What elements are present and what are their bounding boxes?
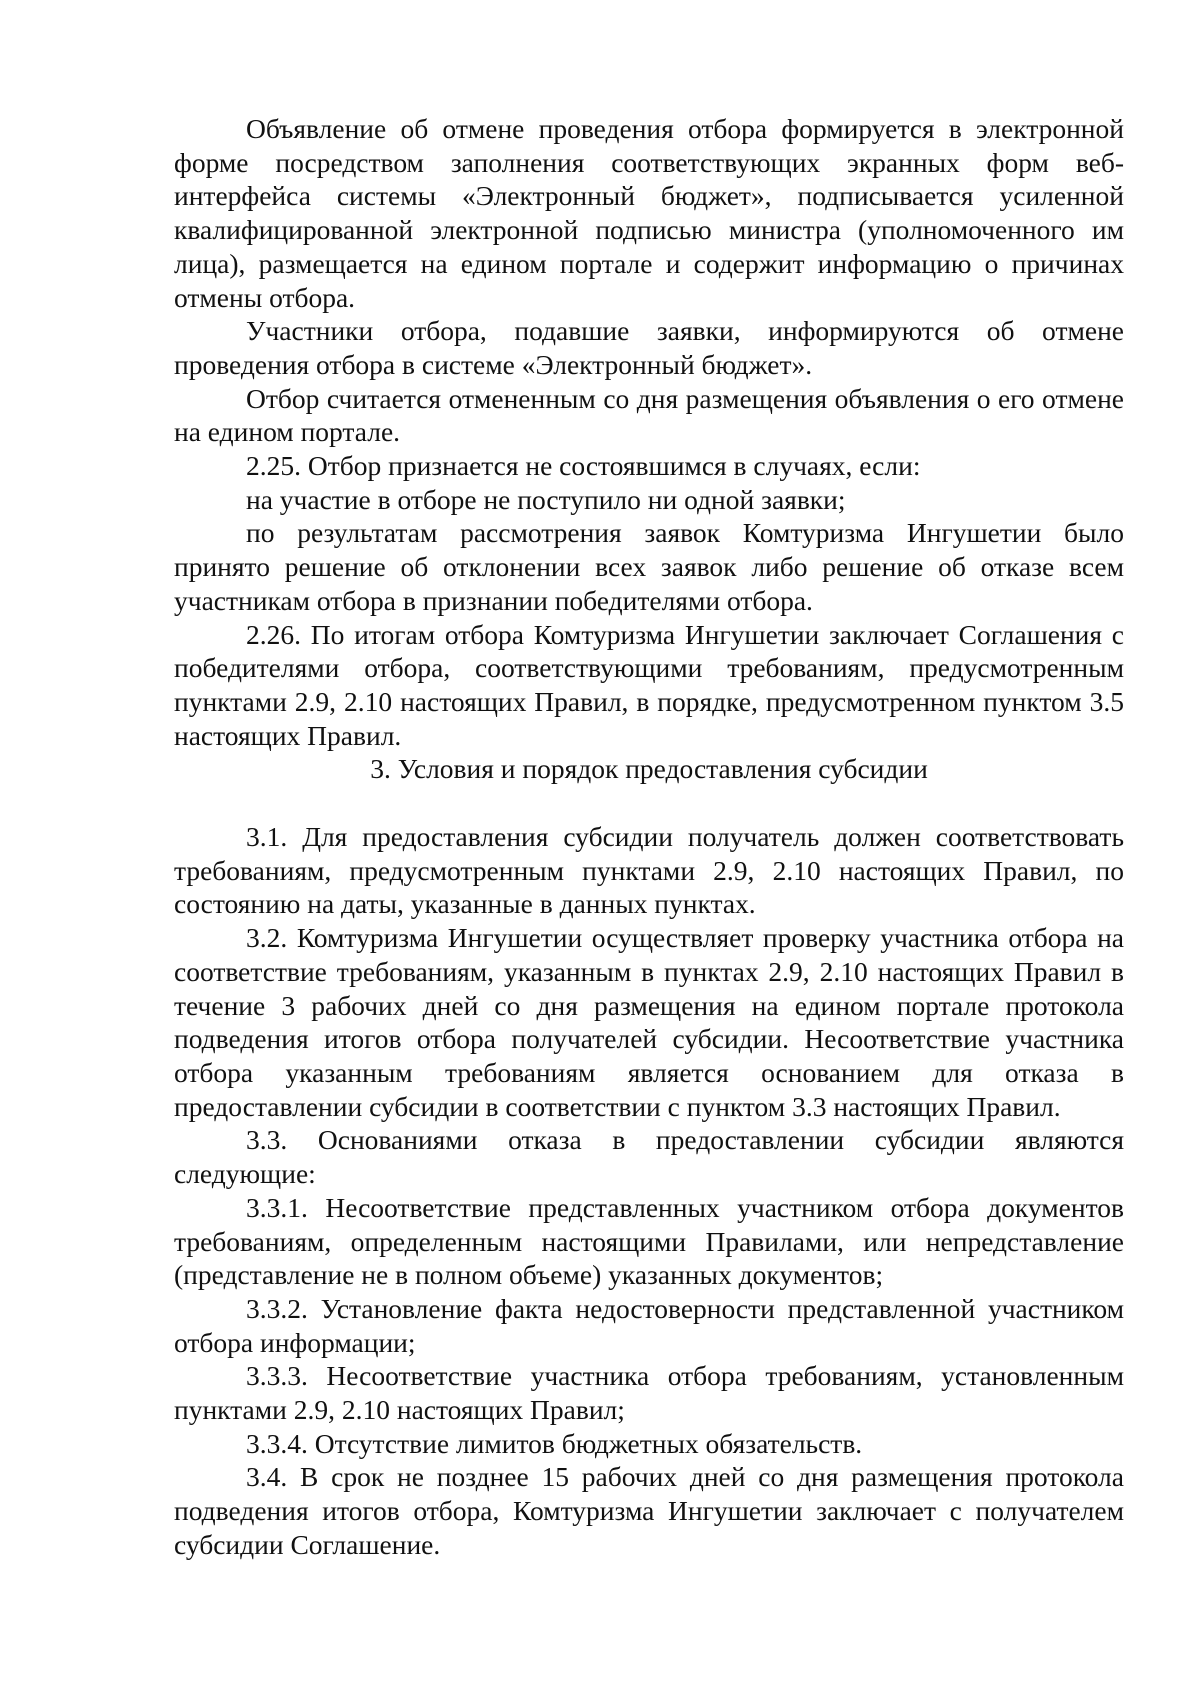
paragraph-3-2: 3.2. Комтуризма Ингушетии осуществляет проверку участника отбора на соответствие требованиям, указанным в пунктах 2.9, 2.10 настоящих Правил в течение 3 рабочих дней со дня размещения на едином портале протокола подведения итогов отбора получателей субсидии. Несоответствие участника отбора указанным требованиям является основанием для отказа в предоставлении субсидии в соответствии с пунктом 3.3 настоящих Правил. bbox=[174, 922, 1124, 1122]
paragraph-participants-informed: Участники отбора, подавшие заявки, информируются об отмене проведения отбора в системе «Электронный бюджет». bbox=[174, 315, 1124, 380]
document-page bbox=[174, 112, 1124, 1562]
paragraph-3-3-2: 3.3.2. Установление факта недостоверности представленной участником отбора информации; bbox=[174, 1292, 1124, 1358]
paragraph-3-3: 3.3. Основаниями отказа в предоставлении субсидии являются следующие: bbox=[174, 1124, 1124, 1190]
paragraph-cancellation-announcement: Объявление об отмене проведения отбора формируется в электронной форме посредством заполнения соответствующих экранных форм веб-интерфейса системы «Электронный бюджет», подписывается усиленной квалифицированной электронной подписью министра (уполномоченного им лица), размещается на едином портале и содержит информацию о причинах отмены отбора. bbox=[174, 113, 1124, 313]
paragraph-3-4: 3.4. В срок не позднее 15 рабочих дней со дня размещения протокола подведения итогов отбора, Комтуризма Ингушетии заключает с получателем субсидии Соглашение. bbox=[174, 1461, 1124, 1560]
paragraph-3-3-4: 3.3.4. Отсутствие лимитов бюджетных обязательств. bbox=[246, 1427, 863, 1459]
paragraph-3-1: 3.1. Для предоставления субсидии получатель должен соответствовать требованиям, предусмотренным пунктами 2.9, 2.10 настоящих Правил, по состоянию на даты, указанные в данных пунктах. bbox=[174, 821, 1124, 920]
section-spacer bbox=[174, 786, 1124, 820]
paragraph-all-rejected: по результатам рассмотрения заявок Комтуризма Ингушетии было принято решение об отклонении всех заявок либо решение об отказе всем участникам отбора в признании победителями отбора. bbox=[174, 517, 1124, 616]
section-heading: 3. Условия и порядок предоставления субсидии bbox=[370, 753, 928, 785]
paragraph-2-26: 2.26. По итогам отбора Комтуризма Ингушетии заключает Соглашения с победителями отбора, соответствующими требованиям, предусмотренным пунктами 2.9, 2.10 настоящих Правил, в порядке, предусмотренном пунктом 3.5 настоящих Правил. bbox=[174, 618, 1124, 751]
paragraph-3-3-1: 3.3.1. Несоответствие представленных участником отбора документов требованиям, определенным настоящими Правилами, или непредставление (представление не в полном объеме) указанных документов; bbox=[174, 1191, 1124, 1291]
paragraph-no-applications: на участие в отборе не поступило ни одной заявки; bbox=[246, 483, 846, 515]
paragraph-selection-cancelled: Отбор считается отмененным со дня размещения объявления о его отмене на едином портале. bbox=[174, 382, 1124, 448]
paragraph-3-3-3: 3.3.3. Несоответствие участника отбора требованиям, установленным пунктами 2.9, 2.10 настоящих Правил; bbox=[174, 1360, 1124, 1426]
paragraph-2-25: 2.25. Отбор признается не состоявшимся в случаях, если: bbox=[246, 450, 921, 482]
